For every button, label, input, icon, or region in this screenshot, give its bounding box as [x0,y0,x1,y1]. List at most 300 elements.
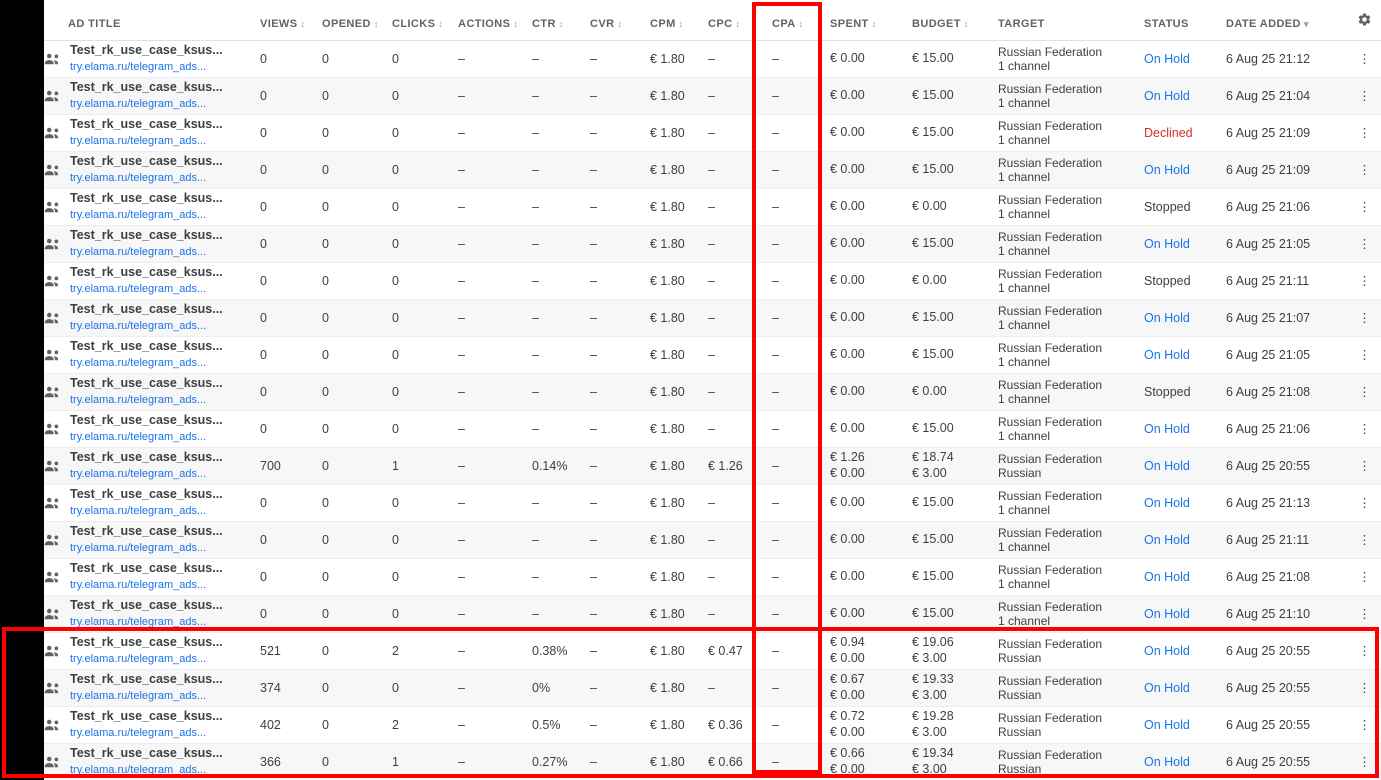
status-badge: On Hold [1144,237,1190,251]
clicks-cell: 0 [392,41,458,78]
cpa-cell: – [772,41,830,78]
sort-icon[interactable]: ↕ [438,19,442,29]
table-row[interactable] [44,633,1381,670]
target-country: Russian Federation [998,303,1103,318]
spent-cell [830,596,912,633]
row-menu-icon[interactable]: ⋮ [1348,374,1381,411]
sort-icon[interactable]: ↕ [963,19,968,29]
views-cell: 0 [260,411,322,448]
sort-icon[interactable]: ↕ [300,19,304,29]
audience-icon [44,200,62,214]
row-menu-icon[interactable]: ⋮ [1348,411,1381,448]
clicks-cell: 0 [392,226,458,263]
cpa-cell: – [772,78,830,115]
views-cell: 0 [260,559,322,596]
actions-cell: – [458,189,532,226]
ad-url-link[interactable]: try.elama.ru/telegram_ads... [70,319,207,332]
ad-title-cell[interactable] [44,374,260,411]
ad-title-cell[interactable] [44,189,260,226]
actions-cell: – [458,374,532,411]
spent-cell [830,670,912,707]
opened-cell: 0 [322,189,392,226]
ad-title: Test_rk_use_case_ksus... [70,228,223,243]
column-header-cvr[interactable] [590,0,650,41]
row-menu-icon[interactable]: ⋮ [1348,152,1381,189]
budget-primary: € 19.06 [912,635,954,650]
cpa-cell: – [772,707,830,744]
cpm-cell: € 1.80 [650,559,708,596]
ad-title-cell[interactable] [44,596,260,633]
clicks-cell: 0 [392,300,458,337]
budget-cell [912,744,998,780]
cpm-cell: € 1.80 [650,78,708,115]
cvr-cell: – [590,152,650,189]
row-menu-icon[interactable]: ⋮ [1348,596,1381,633]
ad-title-cell[interactable] [44,41,260,78]
column-header-opened[interactable] [322,0,392,41]
row-menu-icon[interactable]: ⋮ [1348,744,1381,780]
row-menu-icon[interactable]: ⋮ [1348,485,1381,522]
cvr-cell: – [590,744,650,780]
status-badge: On Hold [1144,681,1190,695]
cpc-cell: – [708,374,772,411]
column-header-budget[interactable] [912,0,998,41]
cpc-cell: – [708,226,772,263]
ad-title: Test_rk_use_case_ksus... [70,635,223,650]
opened-cell: 0 [322,374,392,411]
target-country: Russian Federation [998,229,1103,244]
target-cell [998,115,1144,152]
target-cell [998,226,1144,263]
status-badge: Stopped [1144,274,1191,288]
clicks-cell: 0 [392,337,458,374]
views-cell: 402 [260,707,322,744]
ad-url-link[interactable]: try.elama.ru/telegram_ads... [70,615,207,628]
date-added-cell: 6 Aug 25 21:05 [1226,337,1348,374]
date-added-cell: 6 Aug 25 21:07 [1226,300,1348,337]
target-detail: 1 channel [998,59,1051,73]
budget-secondary: € 3.00 [912,725,947,739]
ad-url-link[interactable]: try.elama.ru/telegram_ads... [70,504,207,517]
spent-primary: € 0.00 [830,51,865,66]
cpa-cell: – [772,300,830,337]
table-row[interactable] [44,115,1381,152]
column-header-label: STATUS [1144,18,1189,30]
column-header-label: CLICKS [392,18,436,30]
column-header-cpm[interactable] [650,0,708,41]
target-detail: 1 channel [998,207,1051,221]
target-detail: Russian [998,688,1042,702]
table-row[interactable] [44,522,1381,559]
opened-cell: 0 [322,337,392,374]
spent-primary: € 0.00 [830,88,865,103]
table-row[interactable] [44,485,1381,522]
target-country: Russian Federation [998,636,1103,651]
row-menu-icon[interactable]: ⋮ [1348,337,1381,374]
budget-cell [912,633,998,670]
target-cell [998,559,1144,596]
actions-cell: – [458,115,532,152]
table-row[interactable] [44,226,1381,263]
row-menu-icon[interactable]: ⋮ [1348,300,1381,337]
ad-url-link[interactable]: try.elama.ru/telegram_ads... [70,578,207,591]
table-row[interactable] [44,300,1381,337]
cpm-cell: € 1.80 [650,448,708,485]
target-cell [998,744,1144,780]
column-header-target [998,0,1144,41]
spent-cell [830,707,912,744]
cpm-cell: € 1.80 [650,670,708,707]
cpa-cell: – [772,670,830,707]
status-badge: On Hold [1144,718,1190,732]
sort-icon[interactable]: ↕ [798,19,803,29]
column-header-label: VIEWS [260,18,298,30]
budget-cell [912,448,998,485]
target-cell [998,707,1144,744]
status-badge: Declined [1144,126,1193,140]
status-cell [1144,41,1226,78]
date-added-cell: 6 Aug 25 21:09 [1226,115,1348,152]
ad-url-link[interactable]: try.elama.ru/telegram_ads... [70,541,207,554]
budget-cell [912,226,998,263]
cpc-cell: – [708,522,772,559]
row-menu-icon[interactable]: ⋮ [1348,448,1381,485]
ad-title-cell[interactable] [44,115,260,152]
column-header-clicks[interactable] [392,0,458,41]
budget-primary: € 15.00 [912,125,954,140]
budget-cell [912,707,998,744]
row-menu-icon[interactable]: ⋮ [1348,633,1381,670]
column-header-cpc[interactable] [708,0,772,41]
spent-cell [830,744,912,780]
ad-title-cell[interactable] [44,485,260,522]
ad-url-link[interactable]: try.elama.ru/telegram_ads... [70,245,207,258]
table-row[interactable] [44,411,1381,448]
ad-url-link[interactable]: try.elama.ru/telegram_ads... [70,763,207,776]
budget-primary: € 19.33 [912,672,954,687]
date-added-cell: 6 Aug 25 20:55 [1226,448,1348,485]
target-country: Russian Federation [998,710,1103,725]
table-row[interactable] [44,152,1381,189]
spent-secondary: € 0.00 [830,762,865,776]
sort-icon[interactable]: ↕ [735,19,739,29]
status-badge: On Hold [1144,533,1190,547]
cpa-cell: – [772,263,830,300]
spent-primary: € 0.00 [830,236,865,251]
actions-cell: – [458,41,532,78]
status-cell [1144,152,1226,189]
cpm-cell: € 1.80 [650,115,708,152]
target-cell [998,670,1144,707]
spent-cell [830,374,912,411]
spent-primary: € 0.00 [830,421,865,436]
ad-title: Test_rk_use_case_ksus... [70,746,223,761]
target-cell [998,300,1144,337]
actions-cell: – [458,707,532,744]
spent-cell [830,300,912,337]
clicks-cell: 1 [392,744,458,780]
ad-title-cell[interactable] [44,152,260,189]
ad-title-cell[interactable] [44,559,260,596]
cvr-cell: – [590,522,650,559]
column-header-label: CPC [708,18,733,30]
table-row[interactable] [44,41,1381,78]
date-added-cell: 6 Aug 25 21:11 [1226,522,1348,559]
table-row[interactable] [44,707,1381,744]
spent-primary: € 0.00 [830,495,865,510]
sort-icon[interactable]: ↕ [373,19,378,29]
ad-title-cell[interactable] [44,633,260,670]
clicks-cell: 2 [392,633,458,670]
status-badge: On Hold [1144,348,1190,362]
clicks-cell: 1 [392,448,458,485]
status-badge: On Hold [1144,89,1190,103]
audience-icon [44,52,62,66]
ctr-cell: – [532,152,590,189]
cpm-cell: € 1.80 [650,374,708,411]
views-cell: 0 [260,374,322,411]
ad-url-link[interactable]: try.elama.ru/telegram_ads... [70,467,207,480]
budget-primary: € 15.00 [912,51,954,66]
status-cell [1144,707,1226,744]
ad-url-link[interactable]: try.elama.ru/telegram_ads... [70,282,207,295]
ad-title: Test_rk_use_case_ksus... [70,524,223,539]
table-row[interactable] [44,448,1381,485]
cpc-cell: € 0.66 [708,744,772,780]
budget-primary: € 0.00 [912,199,947,214]
date-added-cell: 6 Aug 25 21:11 [1226,263,1348,300]
sort-icon[interactable]: ↕ [558,19,563,29]
column-header-label: CPM [650,18,676,30]
row-menu-icon[interactable]: ⋮ [1348,707,1381,744]
ad-url-link[interactable]: try.elama.ru/telegram_ads... [70,97,207,110]
table-row[interactable] [44,559,1381,596]
ad-title: Test_rk_use_case_ksus... [70,302,223,317]
budget-primary: € 15.00 [912,495,954,510]
column-header-ctr[interactable] [532,0,590,41]
clicks-cell: 0 [392,522,458,559]
views-cell: 0 [260,337,322,374]
ad-url-link[interactable]: try.elama.ru/telegram_ads... [70,60,207,73]
sort-icon[interactable]: ↕ [513,19,517,29]
cvr-cell: – [590,337,650,374]
opened-cell: 0 [322,300,392,337]
clicks-cell: 0 [392,485,458,522]
status-cell [1144,485,1226,522]
date-added-cell: 6 Aug 25 21:10 [1226,596,1348,633]
ad-title-cell[interactable] [44,263,260,300]
table-row[interactable] [44,374,1381,411]
ad-title-cell[interactable] [44,744,260,780]
cvr-cell: – [590,633,650,670]
status-cell [1144,670,1226,707]
cpm-cell: € 1.80 [650,596,708,633]
cpa-cell: – [772,448,830,485]
cpc-cell: – [708,189,772,226]
target-detail: 1 channel [998,614,1051,628]
table-row[interactable] [44,263,1381,300]
table-row[interactable] [44,78,1381,115]
cpm-cell: € 1.80 [650,41,708,78]
ad-title-cell[interactable] [44,707,260,744]
sort-icon[interactable]: ↕ [678,19,683,29]
actions-cell: – [458,485,532,522]
row-menu-icon[interactable]: ⋮ [1348,189,1381,226]
cpm-cell: € 1.80 [650,152,708,189]
ad-title-cell[interactable] [44,670,260,707]
cvr-cell: – [590,559,650,596]
status-badge: On Hold [1144,755,1190,769]
ad-url-link[interactable]: try.elama.ru/telegram_ads... [70,726,207,739]
ad-url-link[interactable]: try.elama.ru/telegram_ads... [70,393,207,406]
target-country: Russian Federation [998,414,1103,429]
ad-url-link[interactable]: try.elama.ru/telegram_ads... [70,689,207,702]
spent-secondary: € 0.00 [830,466,865,480]
row-menu-icon[interactable]: ⋮ [1348,670,1381,707]
target-country: Russian Federation [998,599,1103,614]
ad-title-cell[interactable] [44,337,260,374]
target-cell [998,522,1144,559]
ad-url-link[interactable]: try.elama.ru/telegram_ads... [70,356,207,369]
row-menu-icon[interactable]: ⋮ [1348,115,1381,152]
column-header-actions[interactable] [458,0,532,41]
ad-url-link[interactable]: try.elama.ru/telegram_ads... [70,652,207,665]
target-cell [998,411,1144,448]
date-added-cell: 6 Aug 25 21:06 [1226,411,1348,448]
cvr-cell: – [590,448,650,485]
cpc-cell: € 1.26 [708,448,772,485]
budget-primary: € 15.00 [912,347,954,362]
cpc-cell: – [708,115,772,152]
audience-icon [44,533,62,547]
actions-cell: – [458,337,532,374]
target-cell [998,263,1144,300]
cpc-cell: – [708,559,772,596]
column-header-date-added[interactable] [1226,0,1348,41]
sort-desc-icon[interactable]: ▾ [1303,19,1308,29]
status-badge: Stopped [1144,200,1191,214]
date-added-cell: 6 Aug 25 21:06 [1226,189,1348,226]
cpa-cell: – [772,115,830,152]
budget-cell [912,300,998,337]
ad-title-cell[interactable] [44,411,260,448]
ad-title: Test_rk_use_case_ksus... [70,154,223,169]
column-header-cpa[interactable] [772,0,830,41]
spent-cell [830,78,912,115]
ctr-cell: – [532,374,590,411]
status-cell [1144,744,1226,780]
views-cell: 0 [260,115,322,152]
cpc-cell: – [708,263,772,300]
cpm-cell: € 1.80 [650,522,708,559]
table-row[interactable] [44,670,1381,707]
sort-icon[interactable]: ↕ [617,19,621,29]
column-header-label: SPENT [830,18,869,30]
ad-url-link[interactable]: try.elama.ru/telegram_ads... [70,171,207,184]
status-badge: On Hold [1144,52,1190,66]
row-menu-icon[interactable]: ⋮ [1348,41,1381,78]
table-row[interactable] [44,337,1381,374]
status-cell [1144,78,1226,115]
actions-cell: – [458,596,532,633]
target-cell [998,152,1144,189]
spent-cell [830,448,912,485]
clicks-cell: 0 [392,263,458,300]
clicks-cell: 0 [392,559,458,596]
budget-cell [912,596,998,633]
row-menu-icon[interactable]: ⋮ [1348,78,1381,115]
ad-title-cell[interactable] [44,300,260,337]
cpa-cell: – [772,152,830,189]
target-detail: 1 channel [998,318,1051,332]
spent-cell [830,226,912,263]
ad-title-cell[interactable] [44,522,260,559]
spent-primary: € 1.26 [830,450,865,465]
ad-title-cell[interactable] [44,78,260,115]
row-menu-icon[interactable]: ⋮ [1348,263,1381,300]
column-header-label: TARGET [998,18,1045,30]
row-menu-icon[interactable]: ⋮ [1348,226,1381,263]
clicks-cell: 0 [392,670,458,707]
cpm-cell: € 1.80 [650,633,708,670]
column-header-spent[interactable] [830,0,912,41]
cpm-cell: € 1.80 [650,300,708,337]
table-row[interactable] [44,189,1381,226]
ad-url-link[interactable]: try.elama.ru/telegram_ads... [70,208,207,221]
budget-primary: € 15.00 [912,88,954,103]
row-menu-icon[interactable]: ⋮ [1348,522,1381,559]
column-header-status [1144,0,1226,41]
views-cell: 521 [260,633,322,670]
row-menu-icon[interactable]: ⋮ [1348,559,1381,596]
table-header [44,0,1381,41]
ctr-cell: – [532,485,590,522]
status-cell [1144,448,1226,485]
ad-title-cell[interactable] [44,448,260,485]
ctr-cell: 0.14% [532,448,590,485]
cvr-cell: – [590,115,650,152]
cvr-cell: – [590,41,650,78]
target-country: Russian Federation [998,155,1103,170]
column-header-views[interactable] [260,0,322,41]
ctr-cell: – [532,78,590,115]
ad-url-link[interactable]: try.elama.ru/telegram_ads... [70,134,207,147]
status-cell [1144,596,1226,633]
audience-icon [44,89,62,103]
sort-icon[interactable]: ↕ [871,19,876,29]
ad-url-link[interactable]: try.elama.ru/telegram_ads... [70,430,207,443]
table-settings-gear-icon[interactable] [1348,0,1381,41]
target-detail: Russian [998,466,1042,480]
spent-cell [830,485,912,522]
clicks-cell: 0 [392,374,458,411]
target-cell [998,374,1144,411]
budget-cell [912,189,998,226]
date-added-cell: 6 Aug 25 21:12 [1226,41,1348,78]
ad-title-cell[interactable] [44,226,260,263]
table-row[interactable] [44,596,1381,633]
table-row[interactable] [44,744,1381,780]
cpc-cell: € 0.36 [708,707,772,744]
target-country: Russian Federation [998,451,1103,466]
audience-icon [44,422,62,436]
target-country: Russian Federation [998,81,1103,96]
cvr-cell: – [590,485,650,522]
actions-cell: – [458,522,532,559]
target-country: Russian Federation [998,747,1103,762]
ads-table [44,0,1381,780]
audience-icon [44,274,62,288]
